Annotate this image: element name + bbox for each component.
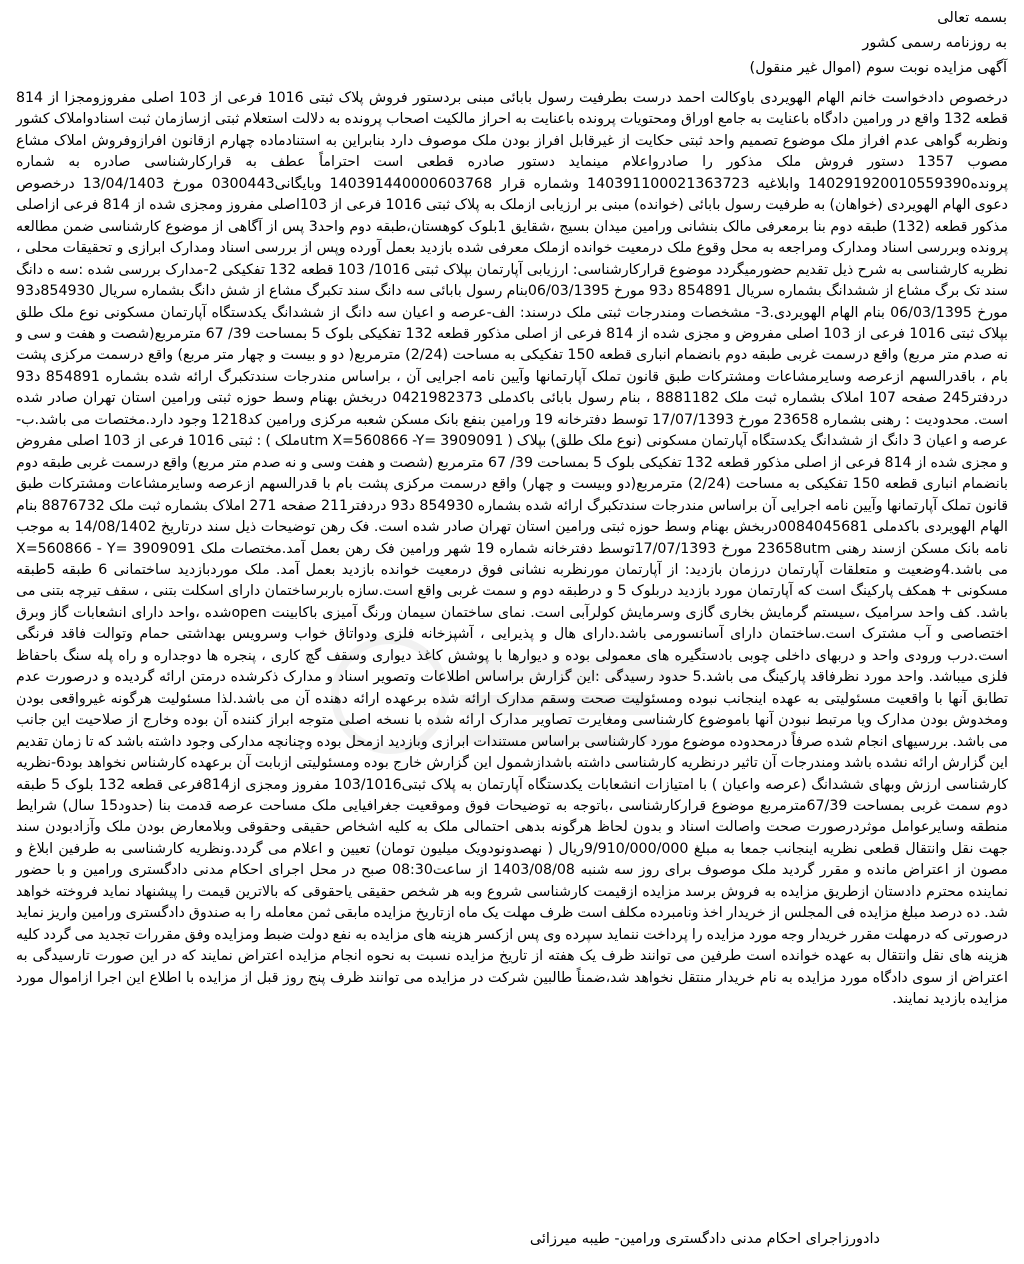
invocation-line: بسمه تعالی	[937, 10, 1007, 26]
notice-title: آگهی مزایده نوبت سوم (اموال غیر منقول)	[749, 60, 1007, 76]
signature-line: دادورزاجرای احکام مدنی دادگستری ورامین- طیبه میرزائی	[529, 1231, 880, 1247]
recipient-line: به روزنامه رسمی کشور	[862, 35, 1007, 51]
notice-body-text: درخصوص دادخواست خانم الهام الهویردی باوکالت احمد درست بطرفیت رسول بابائی مبنی بردستور فروش پلاک ثبتی 1016 فرعی از 103 اصلی مفروزومجزا از 814 قطعه 132 واقع در ورامین دادگاه باعنایت به جامع اوراق ومحتویات پرونده باعنایت به احراز مالکیت اصحاب پرونده به دلالت استعلام ثبتی ازسازمان ثبت اسنادواملاک کشور ونظربه گواهی عدم افراز ملک موضوع تصمیم واحد ثبتی حکایت از غیرقابل افراز بودن ملک موصوف دارد بنابراین به استنادماده چهارم ازقانون افرازوفروش املاک مشاع مصوب 1357 دستور فروش ملک مذکور را صادرواعلام مینماید دستور صادره قطعی است احتراماً عطف به قرارکارشناسی صادره به شماره پرونده140291920010559390 وابلاغیه 140391100021363723 وشماره قرار 140391440000603768 وبایگانی0300443 مورخ 13/04/1403 درخصوص دعوی الهام الهویردی (خواهان) به طرفیت رسول بابائی (خوانده) مبنی بر ارزیابی ازملک به پلاک ثبتی 1016 فرعی از 103اصلی مفروز ومجزی شده از 814 فرعی ازاصلی مذکور قطعه (132) طبقه دوم بنا برمعرفی مالک بنشانی ورامین میدان بسیج ،شقایق 1بلوک کوهستان،طبقه دوم واحد3 پس از آگاهی از موضوع کارشناسی ضمن مطالعه پرونده وبررسی اسناد ومدارک ومراجعه به محل وقوع ملک درمعیت خوانده ازملک معرفی شده بازدید بعمل آورده وپس از بررسی اسناد ومدارک ابرازی و تحقیقات محلی ، نظریه کارشناسی به شرح ذیل تقدیم حضورمیگردد موضوع قرارکارشناسی: ارزیابی آپارتمان بپلاک ثبتی 1016/ 103 قطعه 132 تفکیکی 2-مدارک بررسی شده :سه ه دانگ سند تک برگ مشاع از ششدانگ بشماره سریال 854891 د93 مورخ 06/03/1395بنام رسول بابائی سه دانگ سند تکبرگ مشاع از شش دانگ بشماره سریال 854930د93 مورخ 06/03/1395 بنام الهام الهویردی.3- مشخصات ومندرجات ثبتی ملک درسند: الف-عرصه و اعیان سه دانگ از ششدانگ یکدستگاه آپارتمان مسکونی نوع ملک طلق بپلاک ثبتی 1016 فرعی از 103 اصلی مفروض و مجزی شده از 814 فرعی از اصلی مذکور قطعه 132 تفکیکی بلوک 5 بمساحت 39/ 67 مترمربع(شصت و هفت و سی و نه صدم متر مربع) واقع درسمت غربی طبقه دوم بانضمام انباری قطعه 150 تفکیکی به مساحت (2/24) مترمربع( دو و بیست و چهار متر مربع) واقع درسمت مرکزی پشت بام ، باقدرالسهم ازعرصه وسایرمشاعات ومشترکات طبق قانون تملک آپارتمانها وآیین نامه اجرایی آن ، براساس مندرجات سندتکبرگ ارائه شده بشماره 854891 د93 دردفتر245 صفحه 107 املاک بشماره ثبت ملک 8881182 ، بنام رسول بابائی باکدملی 0421982373 دربخش بهنام وسط حوزه ثبتی ورامین استان تهران صادر شده است. محدودیت : رهنی بشماره 23658 مورخ 17/07/1393 توسط دفترخانه 19 ورامین بنفع بانک مسکن شعبه مرکزی ورامین کد1218 وجود دارد.مختصات می باشد.ب- عرصه و اعیان 3 دانگ از ششدانگ یکدستگاه آپارتمان مسکونی (نوع ملک طلق) بپلاک ( utm X=560866 -Y= 3909091ملک ) : ثبتی 1016 فرعی از 103 اصلی مفروض و مجزی شده از 814 فرعی از اصلی مذکور قطعه 132 تفکیکی بلوک 5 بمساحت 39/ 67 مترمربع (شصت و هفت وسی و نه صدم متر مربع) واقع درسمت غربی طبقه دوم بانضمام انباری قطعه 150 تفکیکی به مساحت (2/24) مترمربع(دو وبیست و چهار) واقع درسمت مرکزی پشت بام با قدرالسهم ازعرصه وسایرمشاعات ومشترکات طبق قانون تملک آپارتمانها وآیین نامه اجرایی آن براساس مندرجات سندتکبرگ ارائه شده بشماره 854930 د93 دردفتر211 صفحه 271 املاک بشماره ثبت ملک 8876732 بنام الهام الهویردی باکدملی 0084045681دربخش بهنام وسط حوزه ثبتی ورامین استان تهران صادر شده است. فک رهن توضیحات ذیل سند درتاریخ 14/08/1402 به موجب نامه بانک مسکن ازسند رهنی 23658utm مورخ 17/07/1393توسط دفترخانه شماره 19 شهر ورامین فک رهن بعمل آمد.مختصات ملک X=560866 - Y= 3909091 می باشد.4وضعیت و متعلقات آپارتمان درزمان بازدید: از آپارتمان مورنظربه نشانی فوق درمعیت خوانده بازدید بعمل آمد. ملک موردبازدید ساختمانی 6 طبقه 5طبقه مسکونی + همکف پارکینگ است که آپارتمان مورد بازدید دربلوک 5 و درطبقه دوم و سمت غربی واقع است.سازه باربرساختمان دارای اسکلت بتنی ، سقف تیرچه بتنی می باشد. کف واحد سرامیک ،سیستم گرمایش بخاری گازی وسرمایش کولرآبی است. نمای ساختمان سیمان ورنگ آمیزی باکابینت openشده ،واحد دارای انشعابات گاز وبرق اختصاصی و آب مشترک است.ساختمان دارای آسانسورمی باشد.دارای هال و پذیرایی ، آشپزخانه فلزی ودواتاق خواب وسرویس بهداشتی حمام وتوالت فاقد فرنگی است.درب ورودی واحد و دربهای داخلی چوبی بادستگیره های معمولی بوده و دیوارها با پوشش کاغذ دیواری وسقف گچ کاری ، پنجره ها دوجداره و راه پله سنگ باحفاظ فلزی میباشد. واحد مورد نظرفاقد پارکینگ می باشد.5 حدود رسیدگی :این گزارش براساس اطلاعات وتصویر اسناد و مدارک ذکرشده درمتن ارائه گردیده و درصورت عدم تطابق آنها با واقعیت مسئولیتی به عهده اینجانب نبوده ومسئولیت صحت وسقم مدارک ارائه شده برعهده ارائه دهنده آن می باشد.لذا مسئولیت هرگونه غیرواقعی بودن ومخدوش بودن مدارک ویا مرتبط نبودن آنها باموضوع کارشناسی ومغایرت تصاویر مدارک ارائه شده با نسخه اصلی متوجه ابراز کننده آن بوده وخارج از صلاحیت این جانب می باشد. بررسیهای انجام شده صرفاً درمحدوده موضوع مورد کارشناسی براساس مستندات ابرازی وبازدید ازمحل بوده وچنانچه مدارکی وجود داشته باشد که تا زمان تقدیم این گزارش ارائه نشده باشد ومندرجات آن تاثیر درنظریه کارشناسی داشته باشدازشمول این گزارش خارج بوده ومسئولیتی ازبابت آن برعهده کارشناس نخواهد بود6-نظریه کارشناسی ارزش وبهای ششدانگ (عرصه واعیان ) با امتیازات انشعابات یکدستگاه آپارتمان به پلاک ثبتی103/1016 مفروز ومجزی از814فرعی قطعه 132 بلوک 5 طبقه دوم سمت غربی بمساحت 67/39مترمربع موضوع قرارکارشناسی ،باتوجه به توضیحات فوق وموقعیت جغرافیایی ملک مساحت عرصه قدمت بنا (حدود15 سال) شرایط منطقه وسایرعوامل موثردرصورت صحت واصالت اسناد و بدون لحاظ هرگونه بدهی احتمالی ملک به کلیه اشخاص حقیقی وحقوقی وبلامعارض بودن ملک وآزادبودن سند جهت نقل وانتقال قطعی نظریه اینجانب جمعا به مبلغ 9/910/000/000ریال ( نهصدونودویک میلیون تومان) تعیین و اعلام می گردد.ونظریه کارشناسی به طرفین ابلاغ و مصون از اعتراض مانده و مقرر گردید ملک موصوف برای روز سه شنبه 1403/08/08 از ساعت08:30 صبح در محل اجرای احکام مدنی دادگستری ورامین و با حضور نماینده محترم دادستان ازطریق مزایده به فروش برسد مزایده ازقیمت کارشناسی شروع وبه هر شخص حقیقی یاحقوقی که بالاترین قیمت را پیشنهاد نماید فروخته خواهد شد. ده درصد مبلغ مزایده فی المجلس از خریدار اخذ ونامبرده مکلف است ظرف مهلت یک ماه ازتاریخ مزایده مابقی ثمن معامله را به صندوق دادگستری ورامین واریز نماید درصورتی که درمهلت مقرر خریدار وجه مورد مزایده را پرداخت ننماید سپرده وی پس ازکسر هزینه های مزایده به نفع دولت ضبط ومزایده وفق مقررات تجدید می گردد کلیه هزینه های نقل وانتقال به عهده خوانده است طرفین می توانند ظرف یک هفته از تاریخ مزایده نسبت به نحوه انجام مزایده اعتراض نمایند که در این صورت تارسیدگی به اعتراض از سوی دادگاه مورد مزایده به نام خریدار منتقل نخواهد شد،ضمناً طالبین شرکت در مزایده می توانند ظرف پنج روز قبل از مزایده با اطلاع این اجرا ازاموال مورد مزایده بازدید نمایند.	[16, 90, 1009, 1008]
notice-page	[14, 6, 1010, 1258]
